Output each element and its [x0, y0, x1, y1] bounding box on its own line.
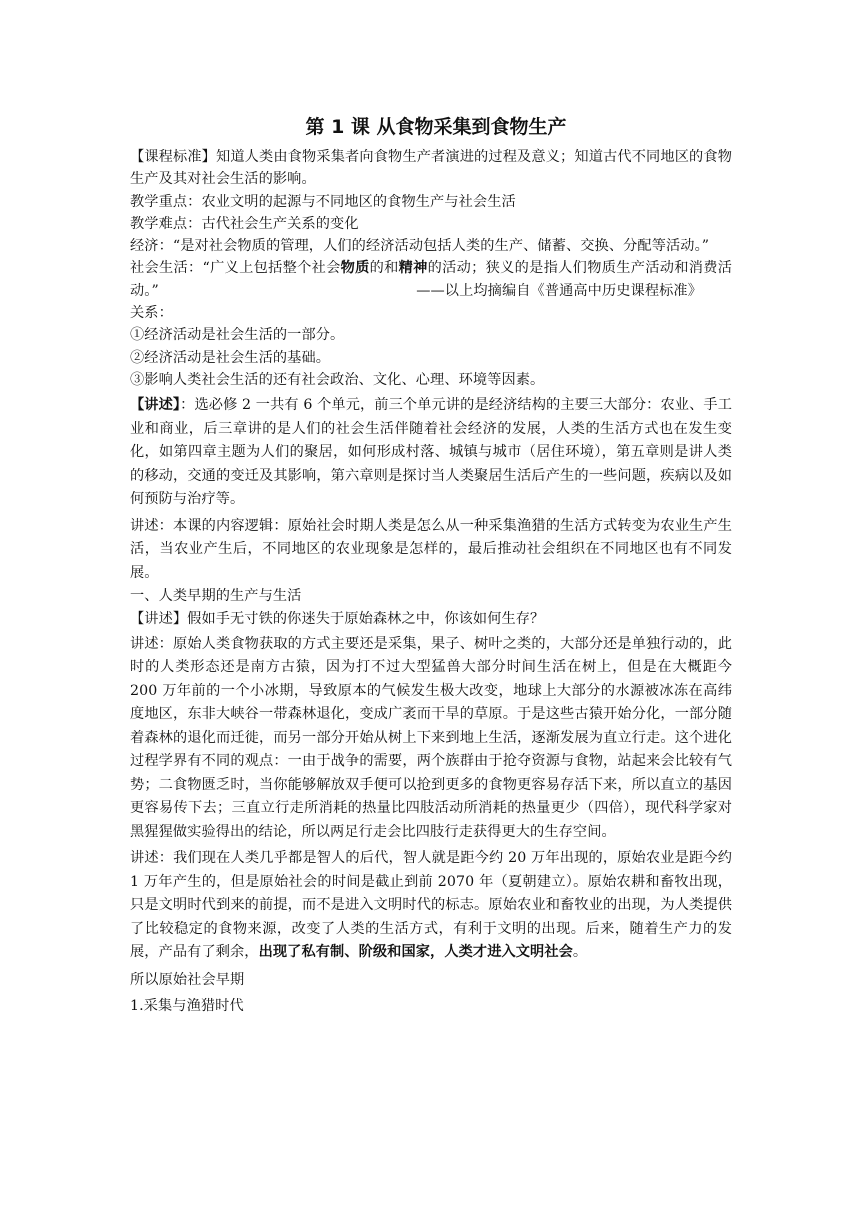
- lesson-title: 第 1 课 从食物采集到食物生产: [305, 116, 567, 138]
- social-life-bold-spirit: 精神: [398, 260, 428, 277]
- key-point: 教学重点：农业文明的起源与不同地区的食物生产与社会生活: [130, 193, 516, 210]
- lecture-label: 【讲述】: [130, 397, 181, 414]
- economy-definition: 经济：“是对社会物质的管理，人们的经济活动包括人类的生产、储蓄、交换、分配等活动。”: [130, 238, 710, 255]
- social-life-bold-material: 物质: [340, 260, 370, 277]
- lecture-bold-conclusion: 出现了私有制、阶级和国家，人类才进入文明社会: [258, 944, 573, 961]
- lecture-paragraph: [130, 608, 732, 630]
- difficult-point: 教学难点：古代社会生产关系的变化: [130, 215, 359, 232]
- closing-line: 所以原始社会早期: [130, 971, 245, 988]
- social-life-text-3: 的活动；狭义的是指人们物质生产活动和消费活动。”: [130, 260, 733, 299]
- course-standard-text: 知道人类由食物采集者向食物生产者演进的过程及意义；知道古代不同地区的食物生产及其对社会生活的影响。: [130, 149, 732, 188]
- lecture-text-end: 。: [572, 944, 588, 961]
- course-standard: [130, 146, 732, 191]
- relation-heading: 关系：: [130, 305, 173, 322]
- lecture-paragraph: [130, 847, 732, 965]
- social-life-text-1: 社会生活：“广义上包括整个社会: [130, 260, 341, 277]
- lecture-paragraph: [130, 394, 732, 512]
- social-life-definition: [130, 257, 732, 302]
- source-citation: ——以上均摘编自《普通高中历史课程标准》: [416, 282, 702, 299]
- lecture-text: 讲述：我们现在人类几乎都是智人的后代，智人就是距今约 20 万年出现的，原始农业是距今约 1 万年产生的，但是原始社会的时间是截止到前 2070 年（夏朝建立）。原始农耕和畜牧出现，只是文明时代到来的前提，而不是进入文明时代的标志。原始农业和畜牧业的出现，为人类提供了比较稳定的食物来源，改变了人类的生活方式，有利于文明的出现。后来，随着生产力的发展，产品有了剩余，: [130, 850, 732, 961]
- lecture-text: ：选必修 2 一共有 6 个单元，前三个单元讲的是经济结构的主要三大部分：农业、手工业和商业，后三章讲的是人们的社会生活伴随着社会经济的发展，人类的生活方式也在发生变化，如第四章主题为人们的聚居，如何形成村落、城镇与城市（居住环境），第五章则是讲人类的移动，交通的变迁及其影响，第六章则是探讨当人类聚居生活后产生的一些问题，疾病以及如何预防与治疗等。: [130, 397, 732, 508]
- lecture-label: 【讲述】: [130, 610, 188, 627]
- lecture-text: 假如手无寸铁的你迷失于原始森林之中，你该如何生存？: [187, 610, 545, 627]
- social-life-text-2: 的和: [369, 260, 399, 277]
- relation-item: ③影响人类社会生活的还有社会政治、文化、心理、环境等因素。: [130, 371, 545, 388]
- subsection-heading: 1.采集与渔猎时代: [130, 998, 244, 1015]
- section-heading: 一、人类早期的生产与生活: [130, 588, 302, 605]
- document-page: [130, 112, 732, 1017]
- relation-item: ②经济活动是社会生活的基础。: [130, 349, 331, 366]
- relation-item: ①经济活动是社会生活的一部分。: [130, 327, 345, 344]
- lecture-paragraph: 讲述：原始人类食物获取的方式主要还是采集，果子、树叶之类的，大部分还是单独行动的，此时的人类形态还是南方古猿，因为打不过大型猛兽大部分时间生活在树上，但是在大概距今 200 万年前的一个小冰期，导致原本的气候发生极大改变，地球上大部分的水源被冰冻在高纬度地区，东非大峡谷一带森林退化，变成广袤而干旱的草原。于是这些古猿开始分化，一部分随着森林的退化而迁徙，而另一部分开始从树上下来到地上生活，逐渐发展为直立行走。这个进化过程学界有不同的观点：一由于战争的需要，两个族群由于抢夺资源与食物，站起来会比较有气势；二食物匮乏时，当你能够解放双手便可以抢到更多的食物更容易存活下来，所以直立的基因更容易传下去；三直立行走所消耗的热量比四肢活动所消耗的热量更少（四倍），现代科学家对黑猩猩做实验得出的结论，所以两足行走会比四肢行走获得更大的生存空间。: [130, 635, 732, 840]
- course-standard-label: 【课程标准】: [130, 149, 217, 165]
- lecture-paragraph: 讲述：本课的内容逻辑：原始社会时期人类是怎么从一种采集渔猎的生活方式转变为农业生产生活，当农业产生后，不同地区的农业现象是怎样的，最后推动社会组织在不同地区也有不同发展。: [130, 517, 732, 581]
